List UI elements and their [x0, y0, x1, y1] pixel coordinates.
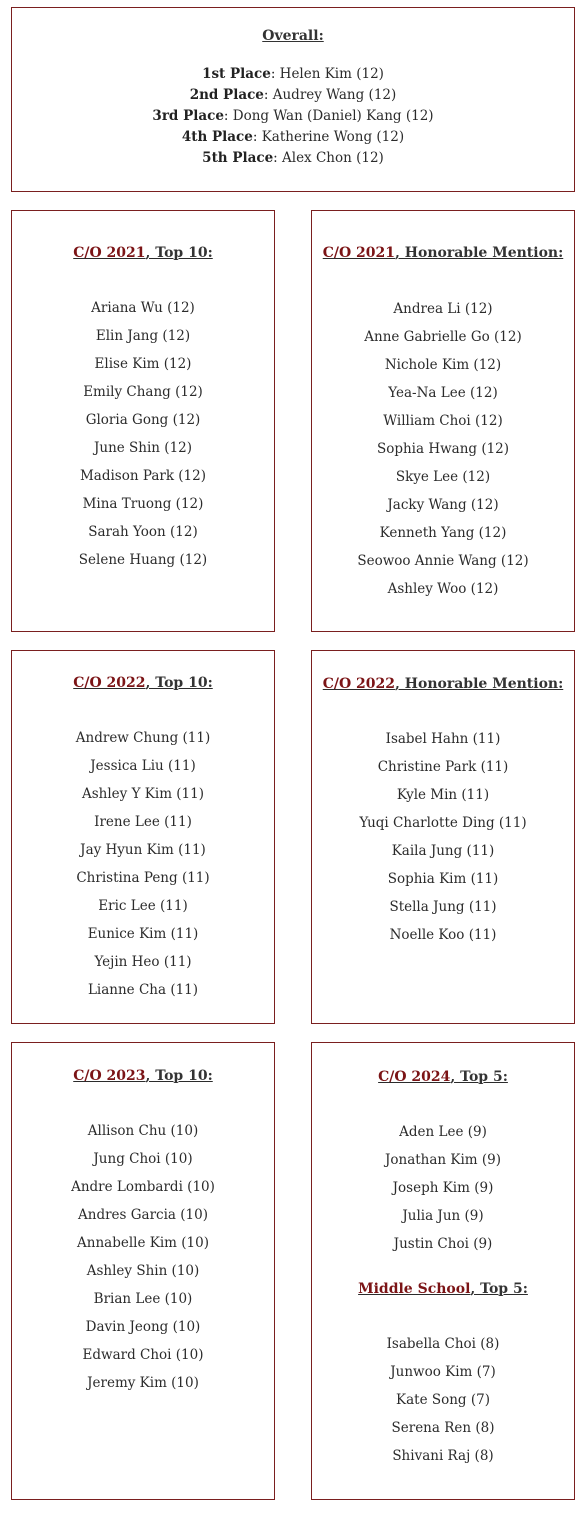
class-label: C/O 2022: [322, 676, 396, 692]
student-name: Jacky Wang (12): [387, 497, 499, 513]
title-suffix: , Honorable Mention:: [395, 245, 564, 261]
c2023-top-box: [11, 1042, 275, 1500]
name-list: [12, 1117, 274, 1397]
student-name: Skye Lee (12): [395, 469, 491, 485]
student-name: Irene Lee (11): [94, 814, 192, 830]
place-name: : Katherine Wong (12): [252, 129, 405, 145]
student-name: Jay Hyun Kim (11): [80, 842, 206, 858]
student-name: Kate Song (7): [396, 1392, 490, 1408]
student-name: Emily Chang (12): [83, 384, 203, 400]
c2021-top-box: [11, 210, 275, 632]
placings-list: [12, 64, 574, 169]
student-name: Andrew Chung (11): [75, 730, 211, 746]
student-name: Julia Jun (9): [402, 1208, 484, 1224]
name-list: [312, 295, 574, 603]
class-label: C/O 2021: [73, 245, 146, 261]
student-name: Edward Choi (10): [82, 1347, 204, 1363]
student-name: Jeremy Kim (10): [87, 1375, 199, 1391]
student-name: Isabella Choi (8): [386, 1336, 500, 1352]
student-name: Mina Truong (12): [82, 496, 204, 512]
student-name: Anne Gabrielle Go (12): [364, 329, 522, 345]
place-1: [12, 64, 574, 85]
student-name: Kenneth Yang (12): [379, 525, 507, 541]
class-label: C/O 2023: [73, 1068, 146, 1084]
student-name: Lianne Cha (11): [87, 982, 199, 998]
student-name: Stella Jung (11): [389, 899, 497, 915]
student-name: Joseph Kim (9): [392, 1180, 494, 1196]
section-title: [312, 1069, 574, 1085]
student-name: Sophia Kim (11): [387, 871, 499, 887]
section-title: [312, 676, 574, 692]
title-suffix: , Honorable Mention:: [395, 676, 564, 692]
name-list: [312, 725, 574, 949]
student-name: Christine Park (11): [377, 759, 509, 775]
student-name: Kaila Jung (11): [391, 843, 495, 859]
place-name: : Audrey Wang (12): [263, 87, 397, 103]
section-title: [12, 675, 274, 691]
class-label: C/O 2021: [322, 245, 396, 261]
student-name: Selene Huang (12): [78, 552, 208, 568]
place-label: 4th Place: [181, 129, 253, 145]
section-title: [12, 1068, 274, 1084]
class-label: C/O 2022: [73, 675, 146, 691]
place-3: [12, 106, 574, 127]
c2024-ms-box: [311, 1042, 575, 1500]
class-label: C/O 2024: [378, 1069, 451, 1085]
student-name: Eric Lee (11): [98, 898, 188, 914]
place-4: [12, 127, 574, 148]
place-5: [12, 148, 574, 169]
student-name: Yea-Na Lee (12): [388, 385, 498, 401]
student-name: Noelle Koo (11): [389, 927, 497, 943]
title-suffix: , Top 10:: [145, 1068, 213, 1084]
name-list: [12, 294, 274, 574]
place-name: : Helen Kim (12): [270, 66, 384, 82]
student-name: Andre Lombardi (10): [71, 1179, 215, 1195]
section-title: [312, 245, 574, 261]
student-name: Allison Chu (10): [87, 1123, 199, 1139]
class-label: Middle School: [358, 1281, 471, 1297]
student-name: Junwoo Kim (7): [390, 1364, 496, 1380]
student-name: Ashley Shin (10): [86, 1263, 200, 1279]
student-name: Kyle Min (11): [396, 787, 490, 803]
overall-box: [11, 7, 575, 192]
student-name: Ariana Wu (12): [91, 300, 195, 316]
student-name: Yuqi Charlotte Ding (11): [359, 815, 527, 831]
c2022-hm-box: [311, 650, 575, 1024]
title-suffix: , Top 5:: [470, 1281, 528, 1297]
student-name: Madison Park (12): [79, 468, 207, 484]
name-list: [312, 1118, 574, 1258]
section-title: [312, 1281, 574, 1297]
student-name: Andrea Li (12): [393, 301, 493, 317]
student-name: Shivani Raj (8): [392, 1448, 494, 1464]
student-name: Nichole Kim (12): [384, 357, 502, 373]
place-name: : Alex Chon (12): [273, 150, 384, 166]
section-title: [12, 245, 274, 261]
place-2: [12, 85, 574, 106]
student-name: Sarah Yoon (12): [88, 524, 198, 540]
c2022-top-box: [11, 650, 275, 1024]
student-name: Jessica Liu (11): [90, 758, 196, 774]
student-name: Yejin Heo (11): [94, 954, 192, 970]
c2021-hm-box: [311, 210, 575, 632]
student-name: Ashley Woo (12): [387, 581, 499, 597]
student-name: Isabel Hahn (11): [385, 731, 501, 747]
title-suffix: , Top 5:: [450, 1069, 508, 1085]
student-name: Elise Kim (12): [94, 356, 192, 372]
place-label: 2nd Place: [189, 87, 264, 103]
student-name: June Shin (12): [93, 440, 193, 456]
student-name: Ashley Y Kim (11): [81, 786, 204, 802]
place-label: 1st Place: [202, 66, 271, 82]
student-name: Jung Choi (10): [93, 1151, 193, 1167]
student-name: Annabelle Kim (10): [77, 1235, 209, 1251]
student-name: Aden Lee (9): [399, 1124, 487, 1140]
student-name: Justin Choi (9): [393, 1236, 493, 1252]
student-name: Davin Jeong (10): [85, 1319, 201, 1335]
student-name: Eunice Kim (11): [87, 926, 199, 942]
student-name: Andres Garcia (10): [78, 1207, 208, 1223]
student-name: Christina Peng (11): [76, 870, 210, 886]
student-name: William Choi (12): [383, 413, 503, 429]
name-list: [312, 1330, 574, 1470]
student-name: Sophia Hwang (12): [376, 441, 510, 457]
student-name: Jonathan Kim (9): [384, 1152, 502, 1168]
title-suffix: , Top 10:: [145, 245, 213, 261]
overall-title: Overall:: [262, 28, 324, 44]
student-name: Elin Jang (12): [95, 328, 191, 344]
place-label: 5th Place: [202, 150, 274, 166]
student-name: Serena Ren (8): [391, 1420, 495, 1436]
student-name: Seowoo Annie Wang (12): [357, 553, 529, 569]
place-name: : Dong Wan (Daniel) Kang (12): [223, 108, 434, 124]
student-name: Gloria Gong (12): [85, 412, 201, 428]
title-suffix: , Top 10:: [145, 675, 213, 691]
place-label: 3rd Place: [152, 108, 224, 124]
name-list: [12, 724, 274, 1004]
student-name: Brian Lee (10): [93, 1291, 193, 1307]
